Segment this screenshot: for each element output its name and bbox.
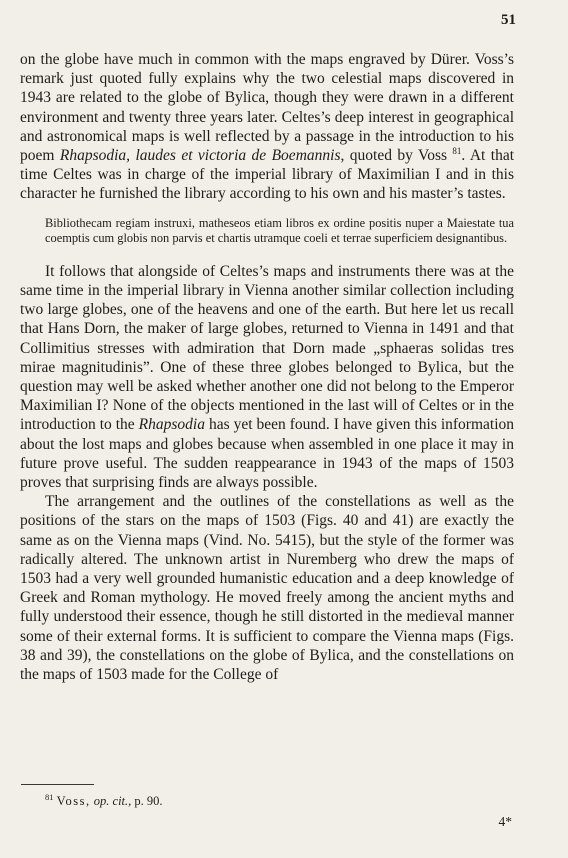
page-number: 51 bbox=[501, 12, 516, 28]
text-run: The arrangement and the outlines of the constellations as well as the positions of the stars on the maps of 1503 (Figs. 40 and 41) are exactly the same as on the Vienna maps (Vind. No. 5415), but the style of the former was radically altered. The unknown artist in Nuremberg who drew the maps of 1503 had a very well grounded humanistic education and a deep knowledge of Greek and Roman mythology. He moved freely among the ancient myths and fully understood their essence, though he still distorted in the medieval manner some of their external forms. It is sufficient to compare the Vienna maps (Figs. 38 and 39), the constellations on the globe of Bylica, and the constellations on the maps of 1503 made for the College of bbox=[20, 493, 514, 684]
paragraph bbox=[20, 262, 514, 492]
text-run-italic: Rhapsodia bbox=[138, 416, 205, 434]
footnote bbox=[45, 792, 163, 809]
signature-mark: 4* bbox=[498, 814, 512, 829]
footnote-mark: 81 bbox=[45, 792, 54, 802]
block-quote: Bibliothecam regiam instruxi, matheseos etiam libros ex ordine positis nuper a Maiestate tua coemptis cum globis non parvis et chartis utramque coeli et terrae superficiem designantibus. bbox=[45, 215, 514, 246]
text-run: has yet been found. I have given this information about the lost maps and globes because when assembled in one place it may in future prove useful. The sudden reappearance in 1943 of the maps of 1503 proves that surprising finds are always possible. bbox=[20, 416, 515, 492]
text-run: on the globe have much in common with the maps engraved by Dürer. Voss’s remark just quoted fully explains why the two celestial maps discovered in 1943 are related to the globe of Bylica, though they were drawn in a different environment and twenty three years later. Celtes’s deep interest in geographical and astronomical maps is well reflected by a passage in the introduction to his poem bbox=[20, 51, 514, 165]
footnote-page: p. 90. bbox=[134, 794, 163, 809]
footnote-divider bbox=[21, 784, 94, 785]
main-text bbox=[20, 50, 514, 684]
footnote-reference: 81 bbox=[452, 145, 462, 156]
footnote-ref: op. cit., bbox=[93, 794, 132, 809]
paragraph bbox=[20, 492, 514, 684]
text-run: . At that time Celtes was in charge of the imperial library of Maximilian I and in this character he furnished the library according to his own and his master’s tastes. bbox=[20, 147, 515, 203]
text-run: It follows that alongside of Celtes’s maps and instruments there was at the same time in the imperial library in Vienna another similar collection including two large globes, one of the heavens and one of the earth. But here let us recall that Hans Dorn, the maker of large globes, returned to Vienna in 1491 and that Collimitius stresses with admiration that Dorn made „sphaeras solidas tres mirae magnitudinis”. One of these three globes belonged to Bylica, but the question may well be asked whether another one did not belong to the Emperor Maximilian I? None of the objects mentioned in the last will of Celtes or in the introduction to the bbox=[20, 262, 514, 434]
footnote-author: Voss, bbox=[56, 794, 91, 809]
text-run: , quoted by Voss bbox=[340, 147, 453, 165]
paragraph bbox=[20, 50, 514, 204]
text-run-italic: Rhapsodia, laudes et victoria de Boemannis bbox=[59, 147, 341, 165]
